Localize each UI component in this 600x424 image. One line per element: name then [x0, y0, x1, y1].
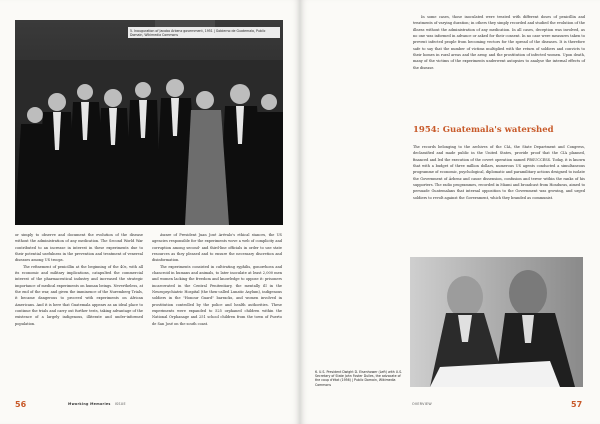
paragraph: The experiments consisted in cultivating syphilis, gonorrhoea and chancroid in humans and animals, to later inoculate at least 2,000 men and women lacking the freedom and knowledge to oppose it: prisoners incarcerated in the Central Penitentiary, the mentally ill in the Neuropsychiatric Hospital (the then-called Lunatic Asylum), indigenous soldiers in the "Honour Guard" barracks, and women involved in prostitution controlled by the police and health authorities. These experiments were expanded to 525 orphaned children within the National Orphanage and 251 school children from the town of Puerto de San José on the south coast. [152, 264, 282, 326]
right-page [300, 0, 600, 424]
page-number-left: 56 [15, 400, 27, 409]
running-head-right: OVERVIEW [412, 402, 432, 406]
page-number-right: 57 [571, 400, 583, 409]
paragraph: Aware of President Juan José Arévalo's ethical stances, the US agencies responsible for the experiments wove a web of complicity and corruption among second- and third-line officials in order to use state resources as they pleased and to ensure the necessary discretion and disinformation. [152, 233, 282, 263]
left-column-2 [152, 232, 282, 327]
inauguration-photo [15, 20, 283, 225]
eisenhower-photo-caption: 6. U.S. President Dwight D. Eisenhower (Left) with U.S. Secretary of State John Foster Dulles, the advocate of the coup d'état (1956) | Public Domain, Wikimedia Commons [315, 370, 403, 387]
right-column-mid [413, 144, 585, 201]
section-heading: 1954: Guatemala's watershed [413, 125, 554, 135]
paragraph: The records belonging to the archives of the CIA, the State Department and Congress, declassified and made public in the United States, provide proof that the CIA planned, financed and led the execution of the covert operation named PBSUCCESS. Today, it is known that with a budget of three million dollars, numerous US agents conducted a simultaneous programme of economic, psychological, diplomatic and paramilitary actions designed to isolate the Government of Árbenz and cause dissension, confusion and terror within the ranks of his supporters. The radio programmes, recorded in Miami and broadcast from Honduras, aimed to persuade Guatemalans that internal opposition to the Government was growing, and urged soldiers to revolt against the Government, which they branded as communist. [413, 145, 585, 200]
eisenhower-dulles-photo-image [410, 257, 583, 387]
running-head-title: Mworking Memories [68, 402, 111, 406]
running-head-left [68, 402, 126, 406]
paragraph: In some cases, those inoculated were treated with different doses of penicillin and treatments of varying duration; in others they simply recorded and studied the evolution of the illness without the administration of any medication. In all cases, deception was involved, as no one was informed in advance or asked for their consent. In no case were measures taken to prevent infected people from becoming vectors for the spread of the diseases. It is therefore safe to say that the number of victims multiplied with the return of soldiers and convicts to their homes in rural areas and the army, and the prostitution of infected women. Upon death, many of the victims of the experiments underwent autopsies to analyse the internal effects of the disease. [413, 15, 585, 70]
inauguration-photo-caption: 5. Inauguration of Jacobo Arbenz government, 1951 | Gobierno de Guatemala, Public Domain, Wikimedia Commons [128, 27, 280, 38]
running-head-sub: ISSUE [114, 402, 126, 406]
paragraph: The refinement of penicillin at the beginning of the 40s, with all its economic and military implications, catapulted the commercial interest of the pharmaceutical industry and increased the strategic importance of medical experiments on human beings. Nevertheless, at the end of the war, and given the imminence of the Nuremberg Trials, it became dangerous to proceed with experiments on African Americans. And it is here that Guatemala appears as an ideal place to continue the trials and carry out further tests, taking advantage of the existence of a largely indigenous, illiterate and under-informed population. [15, 264, 143, 326]
paragraph: or simply to observe and document the evolution of the disease without the administration of any medication. The Second World War contributed to an increase in interest in these experiments due to their potential usefulness in the prevention and treatment of venereal diseases among US troops. [15, 233, 143, 263]
eisenhower-dulles-photo [410, 257, 583, 387]
inauguration-photo-image [15, 20, 283, 225]
left-column-1 [15, 232, 143, 327]
right-column-top [413, 14, 585, 71]
